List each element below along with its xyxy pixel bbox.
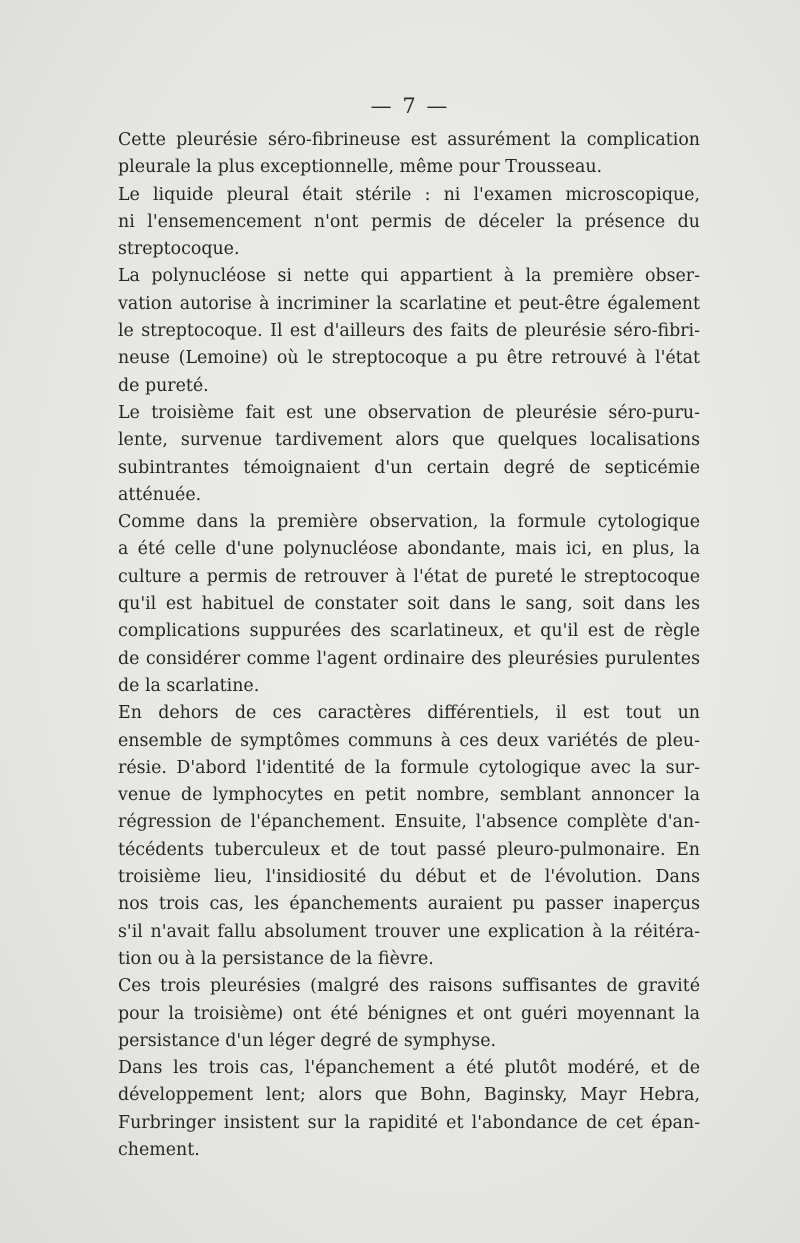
paragraph — [118, 1055, 700, 1164]
text-line: pour la troisième) ont été bénignes et ont guéri moyennant la — [118, 1003, 700, 1024]
text-line: de pureté. — [118, 375, 209, 396]
text-line: técédents tuberculeux et de tout passé pleuro-pulmonaire. En — [118, 839, 700, 860]
text-line: Ces trois pleurésies (malgré des raisons suffisantes de gravité — [118, 976, 700, 997]
paragraph — [118, 263, 700, 399]
text-line: atténuée. — [118, 484, 202, 505]
text-line: La polynucléose si nette qui appartient à la première obser- — [118, 266, 700, 287]
paragraph — [118, 509, 700, 700]
text-line: résie. D'abord l'identité de la formule cytologique avec la sur- — [118, 757, 700, 778]
text-line: régression de l'épanchement. Ensuite, l'absence complète d'an- — [118, 812, 700, 833]
paragraph — [118, 127, 700, 182]
text-line: le streptocoque. Il est d'ailleurs des faits de pleurésie séro-fibri- — [118, 321, 700, 342]
text-line: de la scarlatine. — [118, 675, 260, 696]
text-line: qu'il est habituel de constater soit dans le sang, soit dans les — [118, 594, 700, 615]
text-line: Furbringer insistent sur la rapidité et l'abondance de cet épan- — [118, 1112, 700, 1133]
text-line: Dans les trois cas, l'épanchement a été plutôt modéré, et de — [118, 1058, 700, 1079]
text-line: En dehors de ces caractères différentiels, il est tout un — [118, 703, 700, 724]
text-line: streptocoque. — [118, 239, 240, 260]
text-line: complications suppurées des scarlatineux, et qu'il est de règle — [118, 621, 700, 642]
paragraph — [118, 182, 700, 264]
text-line: persistance d'un léger degré de symphyse. — [118, 1030, 497, 1051]
text-line: s'il n'avait fallu absolument trouver une explication à la réitéra- — [118, 921, 700, 942]
text-line: Comme dans la première observation, la formule cytologique — [118, 512, 700, 533]
paragraph — [118, 700, 700, 973]
text-line: a été celle d'une polynucléose abondante, mais ici, en plus, la — [118, 539, 700, 560]
text-line: vation autorise à incriminer la scarlatine et peut-être également — [118, 293, 700, 314]
paragraph — [118, 973, 700, 1055]
text-line: subintrantes témoignaient d'un certain degré de septicémie — [118, 457, 700, 478]
text-line: lente, survenue tardivement alors que quelques localisations — [118, 430, 700, 451]
text-line: développement lent; alors que Bohn, Baginsky, Mayr Hebra, — [118, 1085, 700, 1106]
text-line: nos trois cas, les épanchements auraient pu passer inaperçus — [118, 894, 700, 915]
text-line: de considérer comme l'agent ordinaire des pleurésies purulentes — [118, 648, 700, 669]
text-line: pleurale la plus exceptionnelle, même pour Trousseau. — [118, 157, 603, 178]
text-line: tion ou à la persistance de la fièvre. — [118, 948, 434, 969]
text-line: ni l'ensemencement n'ont permis de déceler la présence du — [118, 211, 700, 232]
text-line: chement. — [118, 1139, 200, 1160]
text-line: Cette pleurésie séro-fibrineuse est assurément la complication — [118, 130, 700, 150]
text-line: venue de lymphocytes en petit nombre, semblant annoncer la — [118, 785, 700, 806]
text-line: troisième lieu, l'insidiosité du début et de l'évolution. Dans — [118, 867, 700, 888]
text-line: culture a permis de retrouver à l'état de pureté le streptocoque — [118, 566, 700, 587]
text-line: ensemble de symptômes communs à ces deux variétés de pleu- — [118, 730, 700, 751]
text-line: Le liquide pleural était stérile : ni l'examen microscopique, — [118, 184, 700, 205]
text-line: neuse (Lemoine) où le streptocoque a pu être retrouvé à l'état — [118, 348, 700, 369]
text-line: Le troisième fait est une observation de pleurésie séro-puru- — [118, 402, 700, 423]
paragraph — [118, 400, 700, 509]
body-text — [118, 127, 700, 1164]
page-number: — 7 — — [370, 94, 450, 118]
